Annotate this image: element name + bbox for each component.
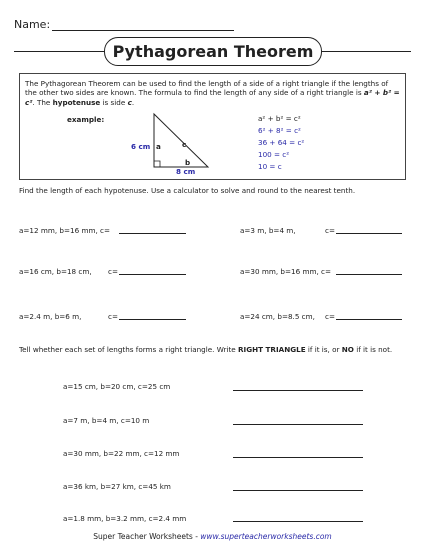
section1-instructions: Find the length of each hypotenuse. Use a calculator to solve and round to the nearest tenth.: [19, 186, 356, 195]
side-b-value: 8 cm: [176, 167, 196, 176]
side-b-letter: b: [185, 158, 191, 167]
example-label: example:: [67, 115, 105, 124]
footer-url[interactable]: www.superteacherworksheets.com: [200, 532, 332, 541]
section2-text: Tell whether each set of lengths forms a right triangle. Write: [19, 345, 238, 354]
problem-text: a=24 cm, b=8.5 cm,: [240, 312, 315, 321]
answer-line[interactable]: [233, 521, 363, 522]
problem-text: a=12 mm, b=16 mm, c=: [19, 226, 110, 235]
page-title: Pythagorean Theorem: [104, 37, 322, 66]
intro-text-mid: . The: [32, 97, 53, 107]
problem-text: a=3 m, b=4 m,: [240, 226, 296, 235]
example-step: 6² + 8² = c²: [258, 126, 301, 135]
footer-separator: -: [192, 532, 201, 541]
intro-paragraph: [25, 79, 400, 107]
triangle-set: a=15 cm, b=20 cm, c=25 cm: [63, 382, 171, 391]
problem-text: a=2.4 m, b=6 m,: [19, 312, 82, 321]
answer-line[interactable]: [119, 233, 186, 234]
side-c-word: c: [127, 97, 132, 107]
right-triangle-word: RIGHT TRIANGLE: [238, 345, 306, 354]
problem-text: a=30 mm, b=16 mm, c=: [240, 267, 331, 276]
answer-line[interactable]: [119, 319, 186, 320]
side-a-letter: a: [156, 142, 161, 151]
triangle-set: a=7 m, b=4 m, c=10 m: [63, 416, 150, 425]
problem-c-label: c=: [108, 312, 118, 321]
name-label: Name:: [14, 18, 51, 31]
answer-line[interactable]: [233, 457, 363, 458]
triangle-set: a=1.8 mm, b=3.2 mm, c=2.4 mm: [63, 514, 187, 523]
footer: [0, 532, 425, 541]
intro-text: The Pythagorean Theorem can be used to find the length of a side of a right triangle if the lengths of the other two sides are known. The formula to find the length of any side of a right triangle is: [25, 79, 389, 98]
example-step: 10 = c: [258, 162, 282, 171]
section2-instructions: [19, 345, 405, 355]
title-rule-left: [14, 51, 104, 52]
side-a-value: 6 cm: [131, 142, 151, 151]
answer-line[interactable]: [336, 319, 402, 320]
no-word: NO: [341, 345, 354, 354]
name-field-line[interactable]: [52, 30, 234, 31]
hypotenuse-word: hypotenuse: [52, 97, 101, 107]
example-step: 100 = c²: [258, 150, 290, 159]
answer-line[interactable]: [336, 274, 402, 275]
answer-line[interactable]: [233, 490, 363, 491]
intro-text-side: is side: [100, 97, 128, 107]
answer-line[interactable]: [233, 390, 363, 391]
example-step: a² + b² = c²: [258, 114, 301, 123]
triangle-set: a=30 mm, b=22 mm, c=12 mm: [63, 449, 180, 458]
problem-c-label: c=: [325, 226, 335, 235]
section2-text: if it is, or: [305, 345, 342, 354]
problem-text: a=16 cm, b=18 cm,: [19, 267, 92, 276]
formula: a² + b² = c²: [25, 88, 400, 107]
triangle-set: a=36 km, b=27 km, c=45 km: [63, 482, 171, 491]
intro-text-end: .: [131, 97, 135, 107]
answer-line[interactable]: [233, 424, 363, 425]
side-c-letter: c: [182, 140, 187, 149]
answer-line[interactable]: [119, 274, 186, 275]
title-rule-right: [322, 51, 411, 52]
example-step: 36 + 64 = c²: [258, 138, 305, 147]
section2-text: if it is not.: [353, 345, 393, 354]
problem-c-label: c=: [108, 267, 118, 276]
answer-line[interactable]: [336, 233, 402, 234]
footer-brand: Super Teacher Worksheets: [93, 532, 193, 541]
problem-c-label: c=: [325, 312, 335, 321]
